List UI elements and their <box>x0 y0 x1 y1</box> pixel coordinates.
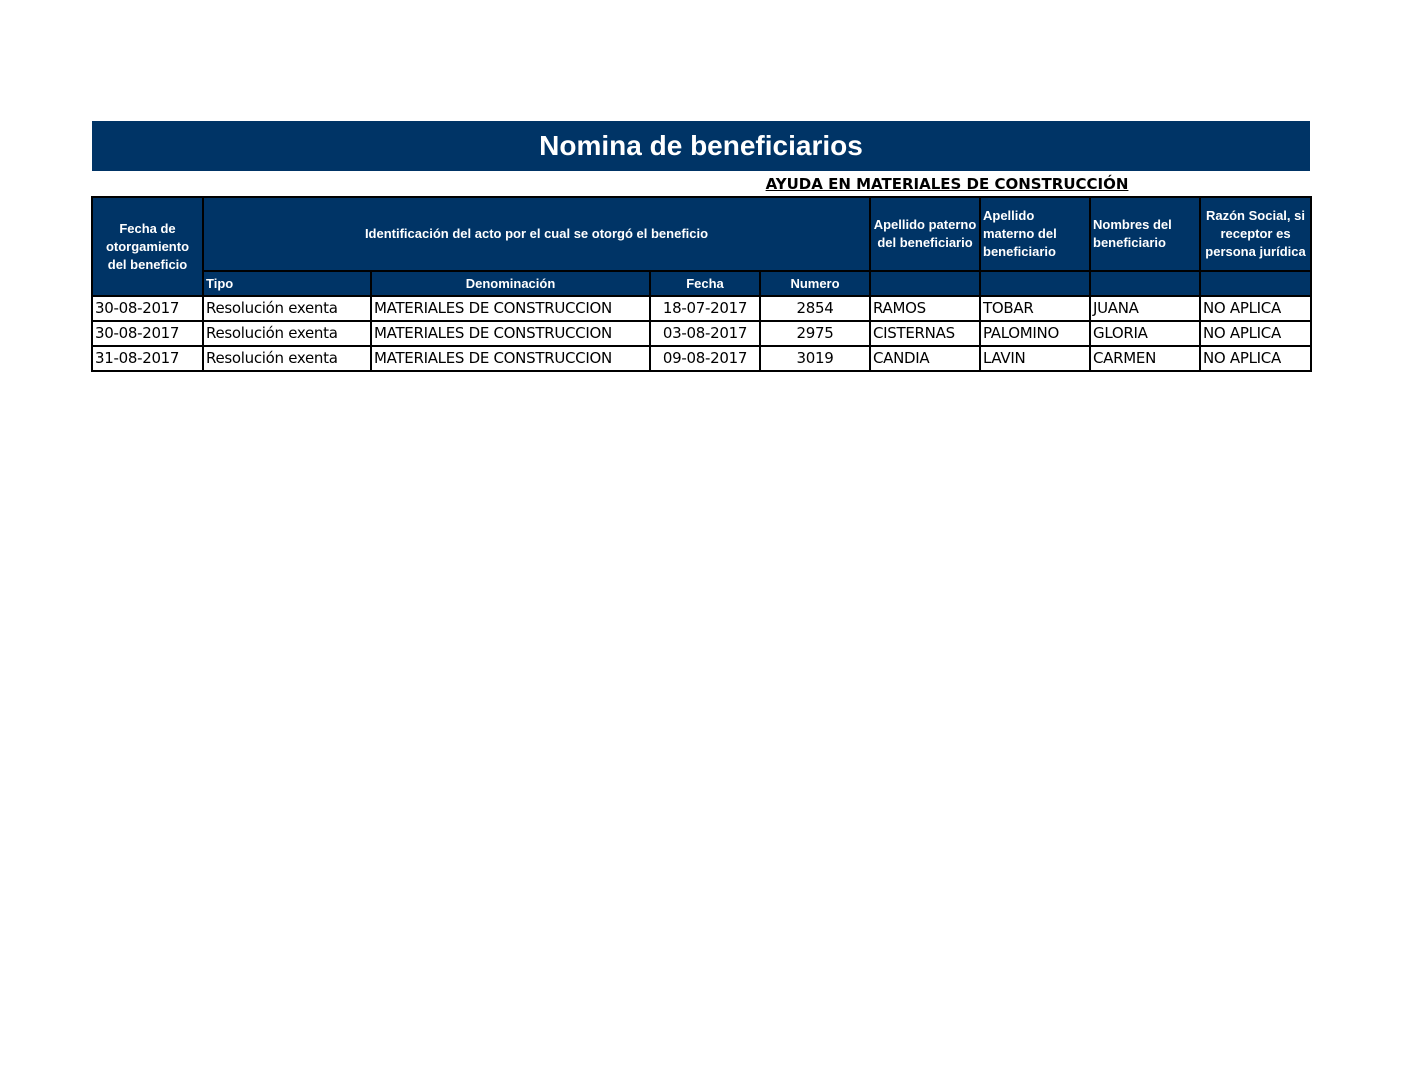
cell-fecha: 09-08-2017 <box>650 346 760 371</box>
cell-apellido-materno: TOBAR <box>980 296 1090 321</box>
cell-tipo: Resolución exenta <box>203 296 371 321</box>
cell-apellido-paterno: RAMOS <box>870 296 980 321</box>
cell-fecha-otorgamiento: 31-08-2017 <box>92 346 203 371</box>
table-row <box>92 296 1311 321</box>
beneficiaries-table <box>91 196 1312 372</box>
subheader-denominacion: Denominación <box>371 271 650 296</box>
header-fecha-otorgamiento: Fecha de otorgamiento del beneficio <box>92 197 203 296</box>
cell-denominacion: MATERIALES DE CONSTRUCCION <box>371 296 650 321</box>
cell-fecha: 03-08-2017 <box>650 321 760 346</box>
header-row <box>92 197 1311 271</box>
header-razon-social: Razón Social, si receptor es persona jurídica <box>1200 197 1311 271</box>
cell-apellido-materno: LAVIN <box>980 346 1090 371</box>
subheader-fecha: Fecha <box>650 271 760 296</box>
table-row <box>92 321 1311 346</box>
cell-numero: 2975 <box>760 321 870 346</box>
cell-razon-social: NO APLICA <box>1200 296 1311 321</box>
cell-tipo: Resolución exenta <box>203 321 371 346</box>
header-nombres: Nombres del beneficiario <box>1090 197 1200 271</box>
document-title: Nomina de beneficiarios <box>92 121 1310 171</box>
cell-nombres: GLORIA <box>1090 321 1200 346</box>
document-subtitle: AYUDA EN MATERIALES DE CONSTRUCCIÓN <box>765 175 1129 193</box>
subheader-empty-materno <box>980 271 1090 296</box>
cell-fecha-otorgamiento: 30-08-2017 <box>92 296 203 321</box>
cell-numero: 3019 <box>760 346 870 371</box>
cell-fecha-otorgamiento: 30-08-2017 <box>92 321 203 346</box>
cell-apellido-paterno: CANDIA <box>870 346 980 371</box>
table-row <box>92 346 1311 371</box>
subheader-row <box>92 271 1311 296</box>
cell-numero: 2854 <box>760 296 870 321</box>
subheader-tipo: Tipo <box>203 271 371 296</box>
cell-apellido-paterno: CISTERNAS <box>870 321 980 346</box>
header-identificacion: Identificación del acto por el cual se otorgó el beneficio <box>203 197 870 271</box>
subheader-empty-paterno <box>870 271 980 296</box>
header-apellido-paterno: Apellido paterno del beneficiario <box>870 197 980 271</box>
subheader-empty-nombres <box>1090 271 1200 296</box>
cell-tipo: Resolución exenta <box>203 346 371 371</box>
subheader-numero: Numero <box>760 271 870 296</box>
cell-denominacion: MATERIALES DE CONSTRUCCION <box>371 321 650 346</box>
subheader-empty-razon <box>1200 271 1311 296</box>
cell-razon-social: NO APLICA <box>1200 321 1311 346</box>
header-apellido-materno: Apellido materno del beneficiario <box>980 197 1090 271</box>
cell-fecha: 18-07-2017 <box>650 296 760 321</box>
cell-razon-social: NO APLICA <box>1200 346 1311 371</box>
cell-apellido-materno: PALOMINO <box>980 321 1090 346</box>
cell-nombres: JUANA <box>1090 296 1200 321</box>
cell-denominacion: MATERIALES DE CONSTRUCCION <box>371 346 650 371</box>
cell-nombres: CARMEN <box>1090 346 1200 371</box>
